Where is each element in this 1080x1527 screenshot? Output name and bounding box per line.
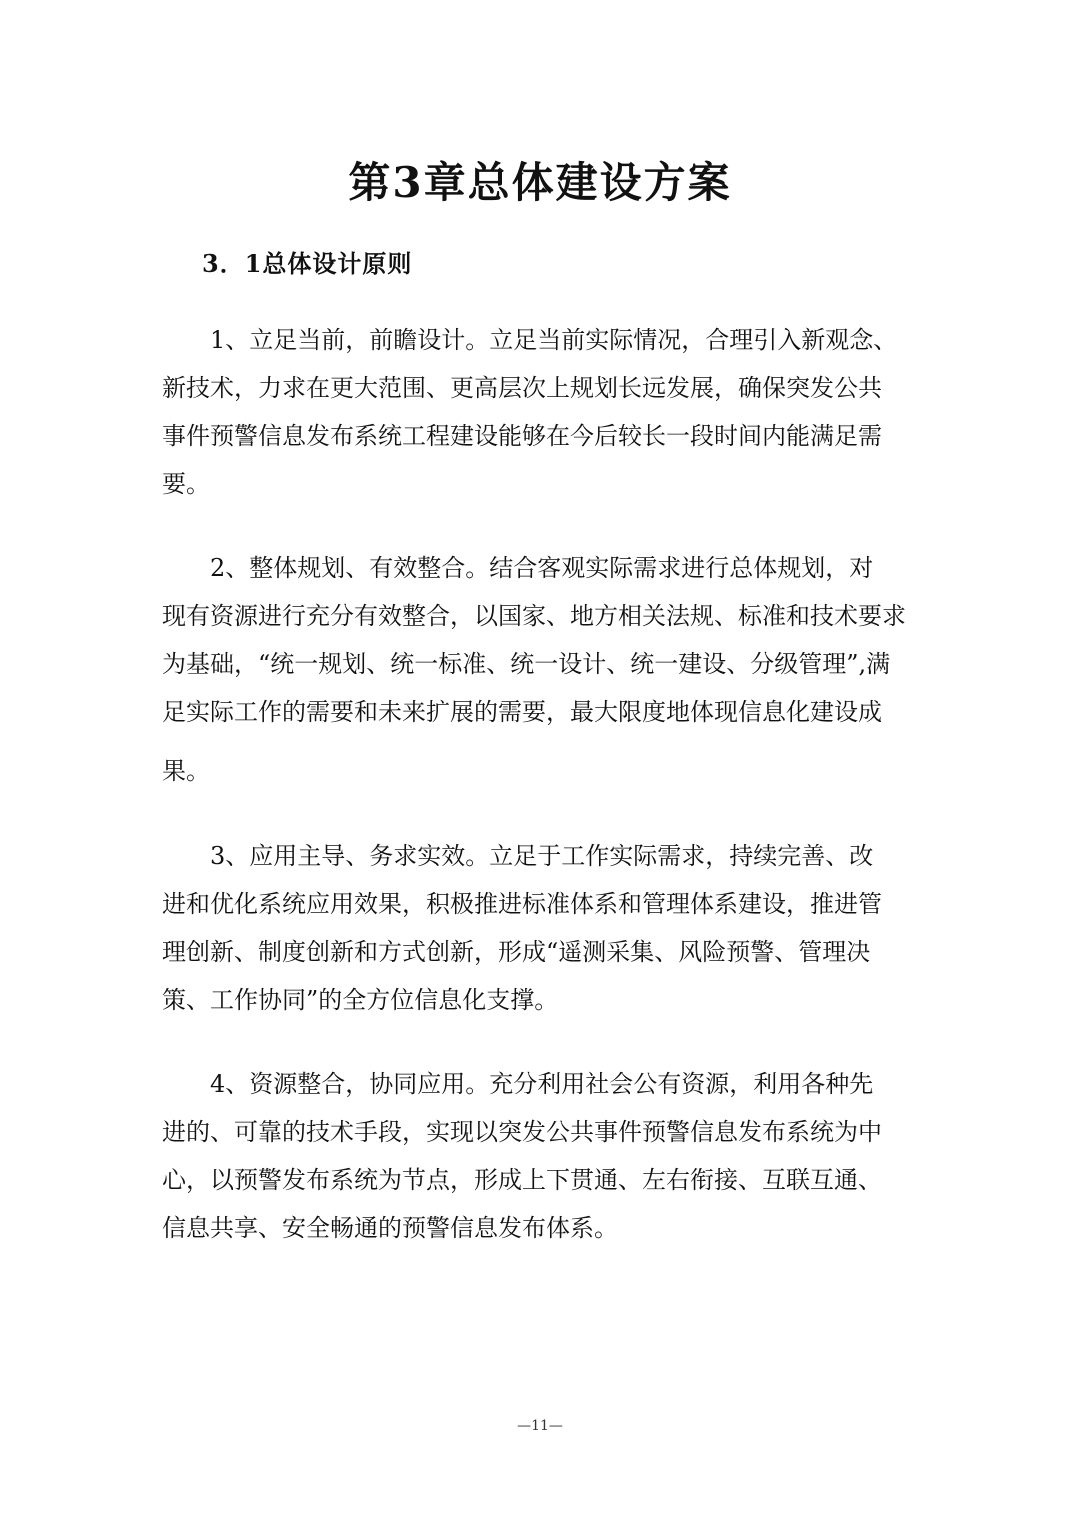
paragraph-line: 1、立足当前，前瞻设计。立足当前实际情况，合理引入新观念、 <box>210 326 898 354</box>
paragraph-line: 2、整体规划、有效整合。结合客观实际需求进行总体规划，对 <box>210 554 874 582</box>
paragraph-line: 现有资源进行充分有效整合，以国家、地方相关法规、标准和技术要求 <box>162 602 906 630</box>
paragraph-line: 进的、可靠的技术手段，实现以突发公共事件预警信息发布系统为中 <box>162 1118 882 1146</box>
paragraph-line: 为基础，“统一规划、统一标准、统一设计、统一建设、分级管理”,满 <box>162 650 891 678</box>
paragraph-line: 要。 <box>162 470 210 498</box>
paragraph-line: 心，以预警发布系统为节点，形成上下贯通、左右衔接、互联互通、 <box>162 1166 882 1194</box>
paragraph-1 <box>162 316 942 508</box>
paragraph-line: 新技术，力求在更大范围、更高层次上规划长远发展，确保突发公共 <box>162 374 882 402</box>
page-number: —11— <box>517 1418 563 1434</box>
paragraph-line: 进和优化系统应用效果，积极推进标准体系和管理体系建设，推进管 <box>162 890 882 918</box>
paragraph-line: 理创新、制度创新和方式创新，形成“遥测采集、风险预警、管理决 <box>162 938 871 966</box>
paragraph-line: 足实际工作的需要和未来扩展的需要，最大限度地体现信息化建设成 <box>162 698 882 726</box>
paragraph-line: 事件预警信息发布系统工程建设能够在今后较长一段时间内能满足需 <box>162 422 882 450</box>
paragraph-line: 信息共享、安全畅通的预警信息发布体系。 <box>162 1214 618 1242</box>
paragraph-3 <box>162 832 942 1024</box>
chapter-title: 第3章总体建设方案 <box>348 158 732 207</box>
paragraph-line: 果。 <box>162 757 210 785</box>
paragraph-line: 策、工作协同”的全方位信息化支撑。 <box>162 986 559 1014</box>
paragraph-2 <box>162 544 942 806</box>
section-heading: 3．1总体设计原则 <box>202 249 413 278</box>
paragraph-line: 4、资源整合，协同应用。充分利用社会公有资源，利用各种先 <box>210 1070 874 1098</box>
paragraph-line: 3、应用主导、务求实效。立足于工作实际需求，持续完善、改 <box>210 842 874 870</box>
paragraph-4 <box>162 1060 942 1252</box>
